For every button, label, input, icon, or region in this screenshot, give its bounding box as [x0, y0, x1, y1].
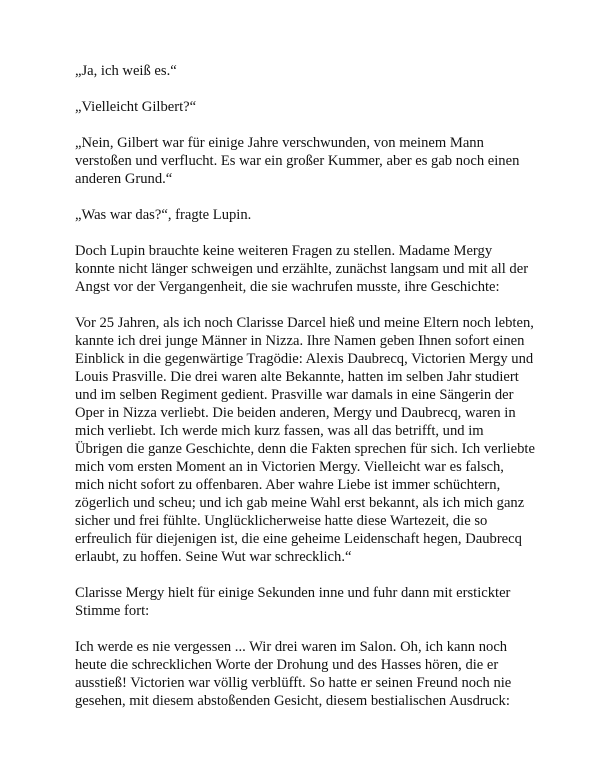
- paragraph-vielleicht-gilbert: „Vielleicht Gilbert?“: [75, 99, 197, 115]
- paragraph-ich-werde-es-nie: Ich werde es nie vergessen ... Wir drei waren im Salon. Oh, ich kann noch heute die schrecklichen Worte der Drohung und des Hasses hören, die er ausstieß! Victorien war völlig verblüfft. So hatte er seinen Freund noch nie gesehen, mit diesem abstoßenden Gesicht, diesem bestialischen Ausdruck:: [75, 639, 512, 709]
- paragraph-ja-ich-weiss-es: „Ja, ich weiß es.“: [75, 63, 177, 79]
- paragraph-vor-25-jahren: Vor 25 Jahren, als ich noch Clarisse Darcel hieß und meine Eltern noch lebten, kannte ich drei junge Männer in Nizza. Ihre Namen geben Ihnen sofort einen Einblick in die gegenwärtige Tragödie: Alexis Daubrecq, Victorien Mergy und Louis Prasville. Die drei waren alte Bekannte, hatten im selben Jahr studiert und im selben Regiment gedient. Prasville war damals in eine Sängerin der Oper in Nizza verliebt. Die beiden anderen, Mergy und Daubrecq, waren in mich verliebt. Ich werde mich kurz fassen, was all das betrifft, und im Übrigen die ganze Geschichte, denn die Fakten sprechen für sich. Ich verliebte mich vom ersten Moment an in Victorien Mergy. Vielleicht war es falsch, mich nicht sofort zu offenbaren. Aber wahre Liebe ist immer schüchtern, zögerlich und scheu; und ich gab meine Wahl erst bekannt, als ich mich ganz sicher und frei fühlte. Unglücklicherweise hatte diese Wartezeit, die so erfreulich für diejenigen ist, die eine geheime Leidenschaft hegen, Daubrecq erlaubt, zu hoffen. Seine Wut war schrecklich.“: [75, 315, 535, 565]
- paragraph-doch-lupin: Doch Lupin brauchte keine weiteren Fragen zu stellen. Madame Mergy konnte nicht länger schweigen und erzählte, zunächst langsam und mit all der Angst vor der Vergangenheit, die sie wachrufen musste, ihre Geschichte:: [75, 243, 529, 295]
- paragraph-was-war-das: „Was war das?“, fragte Lupin.: [75, 207, 252, 223]
- document-page: [75, 62, 535, 728]
- paragraph-nein-gilbert: „Nein, Gilbert war für einige Jahre verschwunden, von meinem Mann verstoßen und verflucht. Es war ein großer Kummer, aber es gab noch einen anderen Grund.“: [75, 135, 520, 187]
- paragraph-clarisse-mergy: Clarisse Mergy hielt für einige Sekunden inne und fuhr dann mit erstickter Stimme fort:: [75, 585, 511, 619]
